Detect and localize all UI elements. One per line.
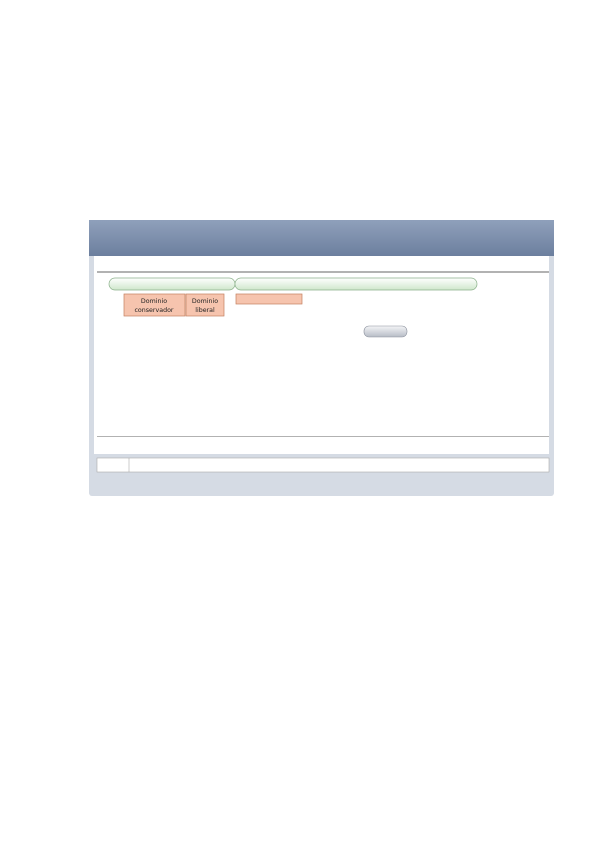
bottom-axis — [94, 437, 549, 454]
stage-label: liberal — [195, 307, 215, 314]
period-bar-regencia — [235, 278, 477, 290]
period-bar-alfonso-xii — [109, 278, 235, 290]
stage-gobierno-largo-liberal — [236, 294, 302, 304]
paragraph-1 — [87, 585, 515, 596]
legend — [97, 458, 549, 472]
war-bar-cuba — [364, 326, 407, 337]
top-axis — [94, 256, 549, 274]
stage-label: Dominio — [140, 298, 168, 305]
timeline-header — [89, 220, 554, 256]
paragraph-2 — [87, 628, 515, 639]
stage-label: conservador — [134, 307, 174, 314]
timeline-figure — [89, 220, 554, 496]
stage-label: Dominio — [191, 298, 219, 305]
